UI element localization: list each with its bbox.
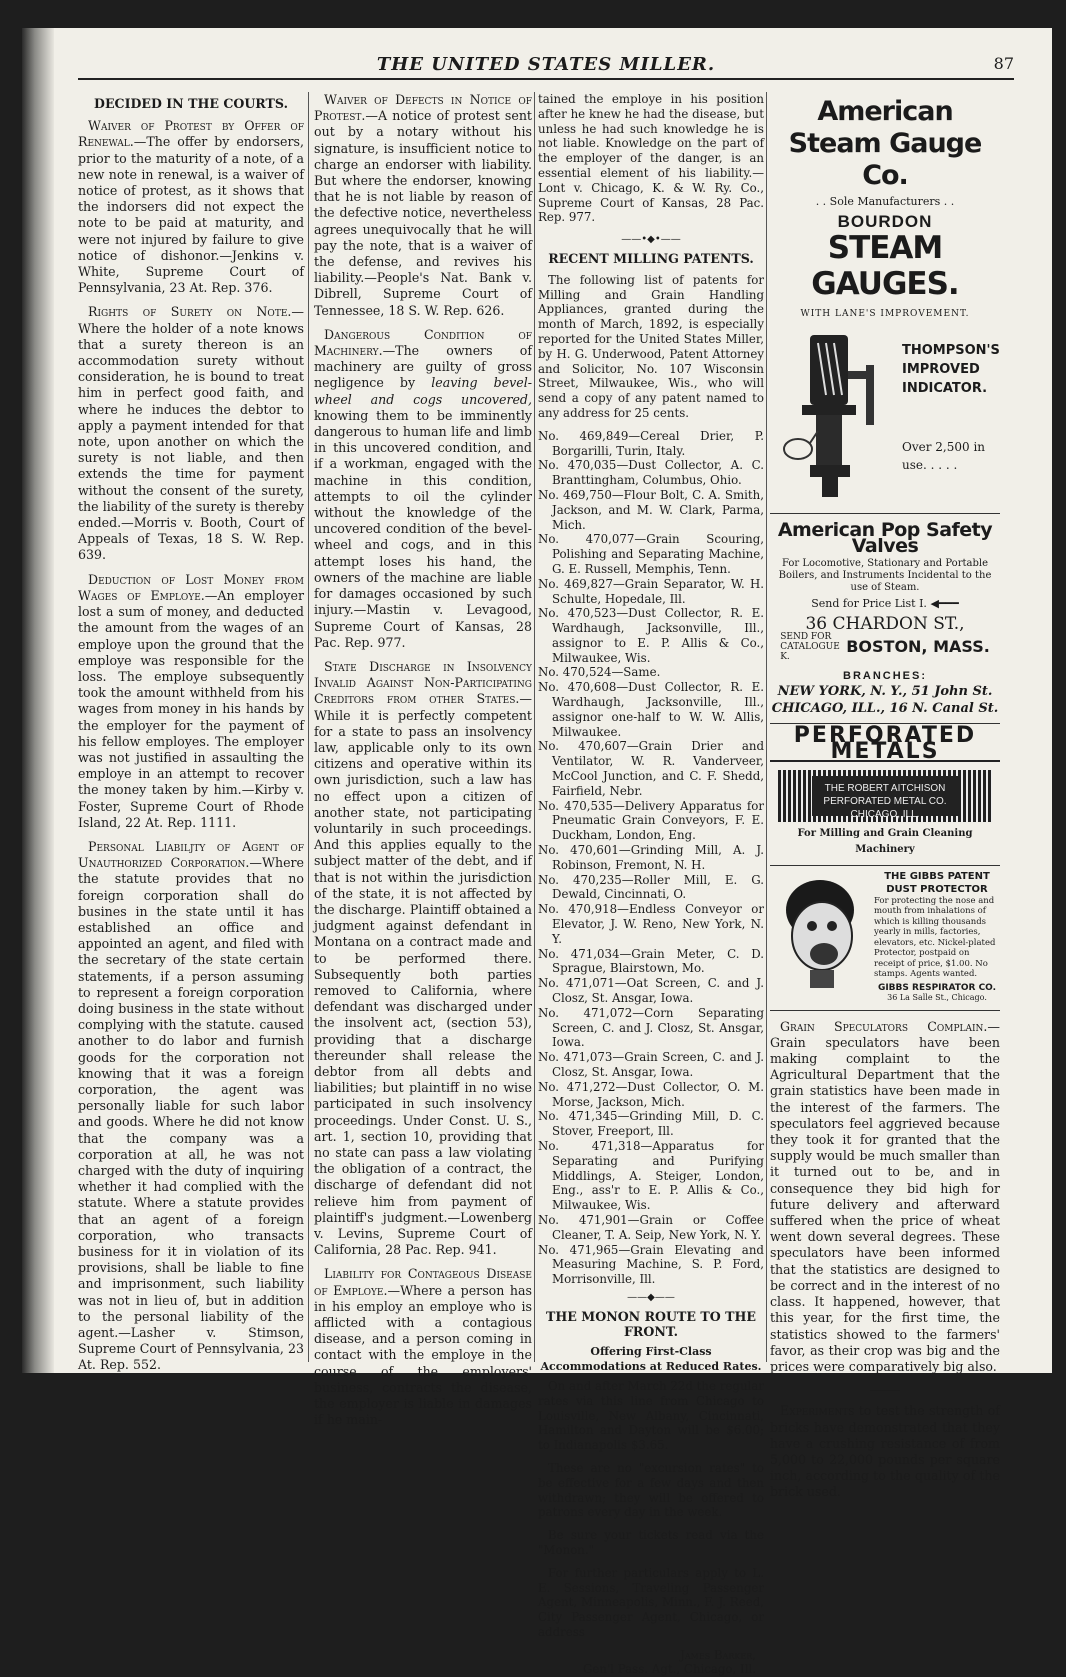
article [770, 1019, 1000, 1375]
ad-text: BRANCHES: [843, 670, 927, 683]
column-rule [534, 92, 535, 1362]
list-item: No. 469,849—Cereal Drier, P. Borgarilli, Turin, Italy. [538, 428, 764, 458]
list-item: No. 470,601—Grinding Mill, A. J. Robinson, Fremont, N. H. [538, 843, 764, 872]
ad-headline: THOMPSON'S IMPROVED INDICATOR. [902, 342, 1000, 396]
price-list-text: Send for Price List I. [811, 597, 927, 611]
ad-city: BOSTON, MASS. [846, 637, 990, 657]
list-item: No. 471,073—Grain Screen, C. and J. Closz, St. Ansgar, Iowa. [538, 1050, 764, 1079]
section-subheading: Offering First-Class Accommodations at Reduced Rates. [540, 1345, 762, 1374]
signature-title: Gen'l Pass. Agt., Chicago, Ill. [582, 1662, 756, 1677]
indicator-block [770, 327, 1000, 507]
column-3 [538, 92, 764, 1677]
article-text: knowing them to be imminently dangerous to human life and limb in this uncovered condition, and if a workman, engaged with the machine in this condition, attempts to oil the cylinder without the knowledge of the uncovered condition of the bevel-wheel and cogs, and in this attempt loses his hand, the owners of the machine are liable for damages occasioned by such injury.—Mastin v. Levagood, Supreme Court of Kansas, 28 Pac. Rep. 977. [314, 407, 532, 650]
article-text: —A notice of protest sent out by a notary without his signature, is insufficient notice to charge an endorser with liability. But where the endorser, knowing that he is not liable by reason of the defective notice, nevertheless agrees unequivocally that he will pay the note, that is a waiver of the defense, and revives his liability.—People's Nat. Bank v. Dibrell, Supreme Court of Tennessee, 18 S. W. Rep. 626. [314, 108, 532, 318]
ad-headline: STEAM GAUGES. [811, 230, 959, 303]
ad-text: WITH LANE'S IMPROVEMENT. [800, 309, 970, 320]
ornament-divider: ——•◆•—— [621, 234, 681, 246]
article [314, 659, 532, 1259]
article-text: —Where a person has in his employ an employe who is afflicted with a contagious disease, and a person coming in contact with the employe in the course of the employers' business, contracts the disease, the employer is liable in damages if he main- [314, 1282, 532, 1428]
ad-headline: American Pop Safety Valves [777, 518, 993, 557]
article-continuation: tained the employe in his position after he knew he had the disease, but unless he had such knowledge he is not liable. Knowledge on the part of the employer of the danger, is an essential element of his liability.—Lont v. Chicago, K. & W. Ry. Co., Supreme Court of Kansas, 28 Pac. Rep. 977. [538, 92, 764, 225]
article [314, 92, 532, 319]
article-text: —An employer lost a sum of money, and deducted the amount from the wages of an employe upon the ground that the employe was responsible for the loss. The employe subsequently took the amount withheld from his wages from money in his hands by the employer for the payment of his fellow employes. The employer was not justified in assaulting the employe in an attempt to recover the money taken by him.—Kirby v. Foster, Supreme Court of Rhode Island, 22 At. Rep. 1111. [78, 587, 304, 830]
article [314, 1266, 532, 1428]
article [78, 118, 304, 296]
ad-headline: PERFORATED METALS [770, 728, 1000, 762]
article-text: —The offer by endorsers, prior to the maturity of a note, of a new note in renewal, is a waiver of notice of protest, as it shows that the indorsers did not expect the note to be paid at maturity, and were not injured by failure to give notice of dishonor.—Jenkins v. White, Supreme Court of Pennsylvania, 23 At. Rep. 376. [78, 134, 304, 296]
ornament-divider: ——— [870, 1385, 900, 1397]
ad-headline: THE GIBBS PATENT DUST PROTECTOR [884, 870, 990, 895]
article [78, 839, 304, 1374]
ad-perforated-metals [770, 724, 1000, 866]
ad-banner [778, 770, 992, 822]
dust-protector-text [874, 870, 1000, 1004]
patent-list [538, 429, 764, 1287]
page-header [78, 52, 1014, 80]
ad-text: For protecting the nose and mouth from inhalations of which is killing thousands yearly in mills, factories, elevators, etc. Nickel-plated Protector, postpaid on receipt of price, $1.00. No stamps. Agents wanted. [874, 895, 996, 980]
ad-text: For Milling and Grain Cleaning Machinery [797, 828, 973, 856]
list-item: No. 470,524—Same. [538, 665, 661, 680]
masthead-title: THE UNITED STATES MILLER. [376, 54, 716, 75]
ad-dust-protector [770, 866, 1000, 1011]
list-item: No. 470,608—Dust Collector, R. E. Wardhaugh, Jacksonville, Ill., assignor one-half to W. W. Allis, Milwaukee. [538, 680, 764, 739]
column-1 [78, 92, 304, 1373]
article [770, 1403, 1000, 1500]
ad-company-name: American Steam Gauge Co. [788, 96, 982, 191]
ad-text: For Locomotive, Stationary and Portable Boilers, and Instruments Incidental to the use of Steam. [778, 558, 992, 594]
list-item: No. 471,034—Grain Meter, C. D. Sprague, Blairstown, Mo. [538, 946, 764, 976]
ornament-divider: ——◆—— [627, 1291, 675, 1303]
article-lead: Waiver of Protest by Offer of Renewal. [78, 118, 304, 150]
article-text: —Grain speculators have been making complaint to the Agricultural Department that the grain statistics have been made in the interest of the farmers. The speculators feel aggrieved because they took it for granted that the supply would be much smaller than it turned out to be, and in consequence they bid high for future delivery and afterward suffered when the price of wheat went down several degrees. These speculators have been informed that the statistics are designed to be correct and in the interest of no class. It happened, however, that this year, for the first time, the statistics showed to the farmers' favor, as their crop was big and the prices were comparatively big also. [770, 1018, 1000, 1374]
list-item: No. 469,827—Grain Separator, W. H. Schulte, Hopedale, Ill. [538, 576, 764, 606]
ad-text: . . Sole Manufacturers . . [815, 195, 955, 208]
ad-branch: CHICAGO, ILL., 16 N. Canal St. [771, 700, 999, 716]
article-lead: State Discharge in Insolvency Invalid Against Non-Participating Creditors from other States. [314, 658, 532, 707]
article-paragraph: For further particulars apply to L. E. Sessions, Traveling Passenger Agent, Minneapolis, Minn., F. J. Reed, City Passenger Agent, Chicago, or address [538, 1565, 764, 1639]
newspaper-page [22, 28, 1052, 1677]
ad-banner-text: THE ROBERT AITCHISON PERFORATED METAL CO. CHICAGO, ILL. [812, 776, 958, 816]
column-rule [766, 92, 767, 1362]
section-heading-courts: DECIDED IN THE COURTS. [94, 96, 288, 111]
column-rule [308, 92, 309, 1362]
list-item: No. 470,523—Dust Collector, R. E. Wardhaugh, Jacksonville, Ill., assignor to E. P. Allis & Co., Milwaukee, Wis. [538, 606, 764, 665]
section-heading-patents: RECENT MILLING PATENTS. [548, 250, 754, 266]
ad-address: 36 La Salle St., Chicago. [887, 993, 987, 1003]
list-item: No. 470,235—Roller Mill, E. G. Dewald, Cincinnati, O. [538, 872, 764, 902]
list-item: No. 471,901—Grain or Coffee Cleaner, T. A. Seip, New York, N. Y. [538, 1212, 764, 1242]
article [78, 572, 304, 831]
indicator-text [902, 341, 1000, 474]
ad-text: BOURDON [837, 212, 933, 232]
list-item: No. 471,071—Oat Screen, C. and J. Closz, St. Ansgar, Iowa. [538, 976, 764, 1006]
ad-city-row [770, 632, 1000, 662]
article-paragraph: On and after March 22d the regular rates via this line from Chicago to Louisville, New Albany, Cincinnati, Hamilton and Dayton will be $6.00; to Indianapolis $3.65. [538, 1378, 764, 1453]
ad-company-name: GIBBS RESPIRATOR CO. [877, 982, 997, 993]
list-item: No. 471,272—Dust Collector, O. M. Morse, Jackson, Mich. [538, 1079, 764, 1109]
article-paragraph: These are no "excursion rates" to be effective for a few days and then withdrawn; they will be offered to patrons every day in the week. [538, 1460, 764, 1520]
list-item: No. 470,918—Endless Conveyor or Elevator, J. W. Reno, New York, N. Y. [538, 902, 764, 946]
ad-address: 36 CHARDON ST., [805, 614, 965, 635]
article-text: —Where the holder of a note knows that a surety thereon is an accommodation surety without consideration, he is bound to treat him in perfect good faith, and where he induces the debtor to apply a payment intended for that note, upon another on which the surety is not liable, and then extends the time for payment without the consent of the surety, the liability of the surety is thereby ended.—Morris v. Booth, Court of Appeals of Texas, 18 S. W. Rep. 639. [78, 304, 304, 563]
list-item: No. 470,035—Dust Collector, A. C. Branttingham, Columbus, Ohio. [538, 458, 764, 488]
article-emphasis: leaving bevel-wheel and cogs uncovered, [314, 375, 532, 407]
article [314, 327, 532, 651]
list-item: No. 471,345—Grinding Mill, D. C. Stover, Freeport, Ill. [538, 1109, 764, 1139]
article-lead: Rights of Surety on Note. [88, 304, 292, 320]
article-lead: Dangerous Condition of Machinery. [314, 326, 532, 359]
ad-pop-valves [770, 514, 1000, 724]
pointer-icon: ◀━━━ [930, 597, 959, 611]
list-item: No. 471,318—Apparatus for Separating and Purifying Middlings, A. Steiger, London, Eng., ass'r to E. P. Allis & Co., Milwaukee, Wis. [538, 1138, 764, 1213]
patents-intro: The following list of patents for Milling and Grain Handling Appliances, granted during the month of March, 1892, is especially reported for the United States Miller, by H. G. Underwood, Patent Attorney and Solicitor, No. 107 Wisconsin Street, Milwaukee, Wis., who will send a copy of any patent named to any address for 25 cents. [538, 272, 764, 420]
article-text: —The owners of machinery are guilty of gross negligence by [314, 343, 532, 391]
article-paragraph: Be sure your tickets read via the "Monon." [538, 1528, 764, 1557]
column-2 [314, 92, 532, 1428]
indicator-illustration [782, 331, 892, 503]
list-item: No. 470,535—Delivery Apparatus for Pneumatic Grain Conveyors, F. E. Duckham, London, Eng. [538, 798, 764, 843]
ad-text: Over 2,500 in use. . . . . [902, 439, 986, 472]
article-lead: Deduction of Lost Money from Wages of Employe. [78, 571, 304, 603]
list-item: No. 471,965—Grain Elevating and Measuring Machine, S. P. Ford, Morrisonville, Ill. [538, 1242, 764, 1287]
page-number: 87 [993, 54, 1014, 73]
section-heading-monon: THE MONON ROUTE TO THE FRONT. [546, 1308, 756, 1339]
article-lead: Grain Speculators Complain. [780, 1018, 988, 1034]
list-item: No. 470,607—Grain Drier and Ventilator, W. R. Vanderveer, McCool Junction, and C. F. Shedd, Fairfield, Nebr. [538, 739, 764, 798]
signature-name: James Barker, [680, 1647, 756, 1662]
article-lead: Personal Liabiljty of Agent of Unauthorized Corporation. [78, 838, 304, 871]
article-text: to test the strength of bricks have demonstrated that they have a crushing resistance of from 5,000 to 22,000 pounds per square inch, according to the quality of the brick used. [770, 1403, 1000, 1500]
article-text: —While it is perfectly competent for a state to pass an insolvency law, applicable only to its own citizens and operative within its own jurisdiction, such a law has no effect upon a citizen of another state, not participating voluntarily in such proceedings. And this applies equally to the subject matter of the debt, and if that is not within the jurisdiction of the state, it is not affected by the discharge. Plaintiff obtained a judgment against defendant in Montana on a contract made and to be performed there. Subsequently both parties removed to California, where defendant was discharged under the insolvent act, (section 53), providing that a discharge thereunder shall release the debtor from all debts and liabilities; but plaintiff in no wise participated in such insolvency proceedings. Under Const. U. S., art. 1, section 10, providing that no state can pass a law violating the obligation of a contract, the discharge of defendant did not relieve him from payment of plaintiff's judgment.—Lowenberg v. Levins, Supreme Court of California, 28 Pac. Rep. 941. [314, 691, 532, 1258]
list-item: No. 470,077—Grain Scouring, Polishing and Separating Machine, G. E. Russell, Memphis, Tenn. [538, 532, 764, 576]
list-item: No. 471,072—Corn Separating Screen, C. and J. Closz, St. Ansgar, Iowa. [538, 1005, 764, 1050]
ad-text: SEND FOR CATALOGUE K. [780, 632, 840, 663]
list-item: No. 469,750—Flour Bolt, C. A. Smith, Jackson, and M. W. Clark, Parma, Mich. [538, 487, 764, 532]
article-text: —Where the statute provides that no foreign corporation shall do busines in the state until it has established an office and appointed an agent, and filed with the secretary of the state certain statements, if a person assuming to represent a foreign corporation doing business in the state without complying with the statute. caused another to do labor and furnish goods for the corporation not knowing that it was a foreign corporation, the agent was personally liable for such labor and goods. Where he did not know that the company was a corporation at all, he was not charged with the duty of inquiring whether it had complied with the statute. Where a statute provides that an agent of a foreign corporation, who transacts business for it in violation of its provisions, shall be liable to fine and imprisonment, such liability was not in lieu of, but in addition to the personal liability of the agent.—Lasher v. Stimson, Supreme Court of Pennsylvania, 23 At. Rep. 552. [78, 855, 304, 1373]
binding-gutter [22, 28, 54, 1373]
column-4 [770, 92, 1000, 1500]
ad-branch: NEW YORK, N. Y., 51 John St. [777, 684, 993, 700]
article [78, 304, 304, 563]
article-lead: Experiments [780, 1403, 855, 1419]
face-icon [770, 870, 870, 990]
article-lead: Waiver of Defects in Notice of Protest. [314, 92, 532, 124]
article-lead: Liability for Contageous Disease of Employe. [314, 1266, 532, 1298]
respirator-face-illustration [770, 870, 874, 1004]
ad-steam-gauge [770, 92, 1000, 514]
ad-text [770, 598, 1000, 610]
